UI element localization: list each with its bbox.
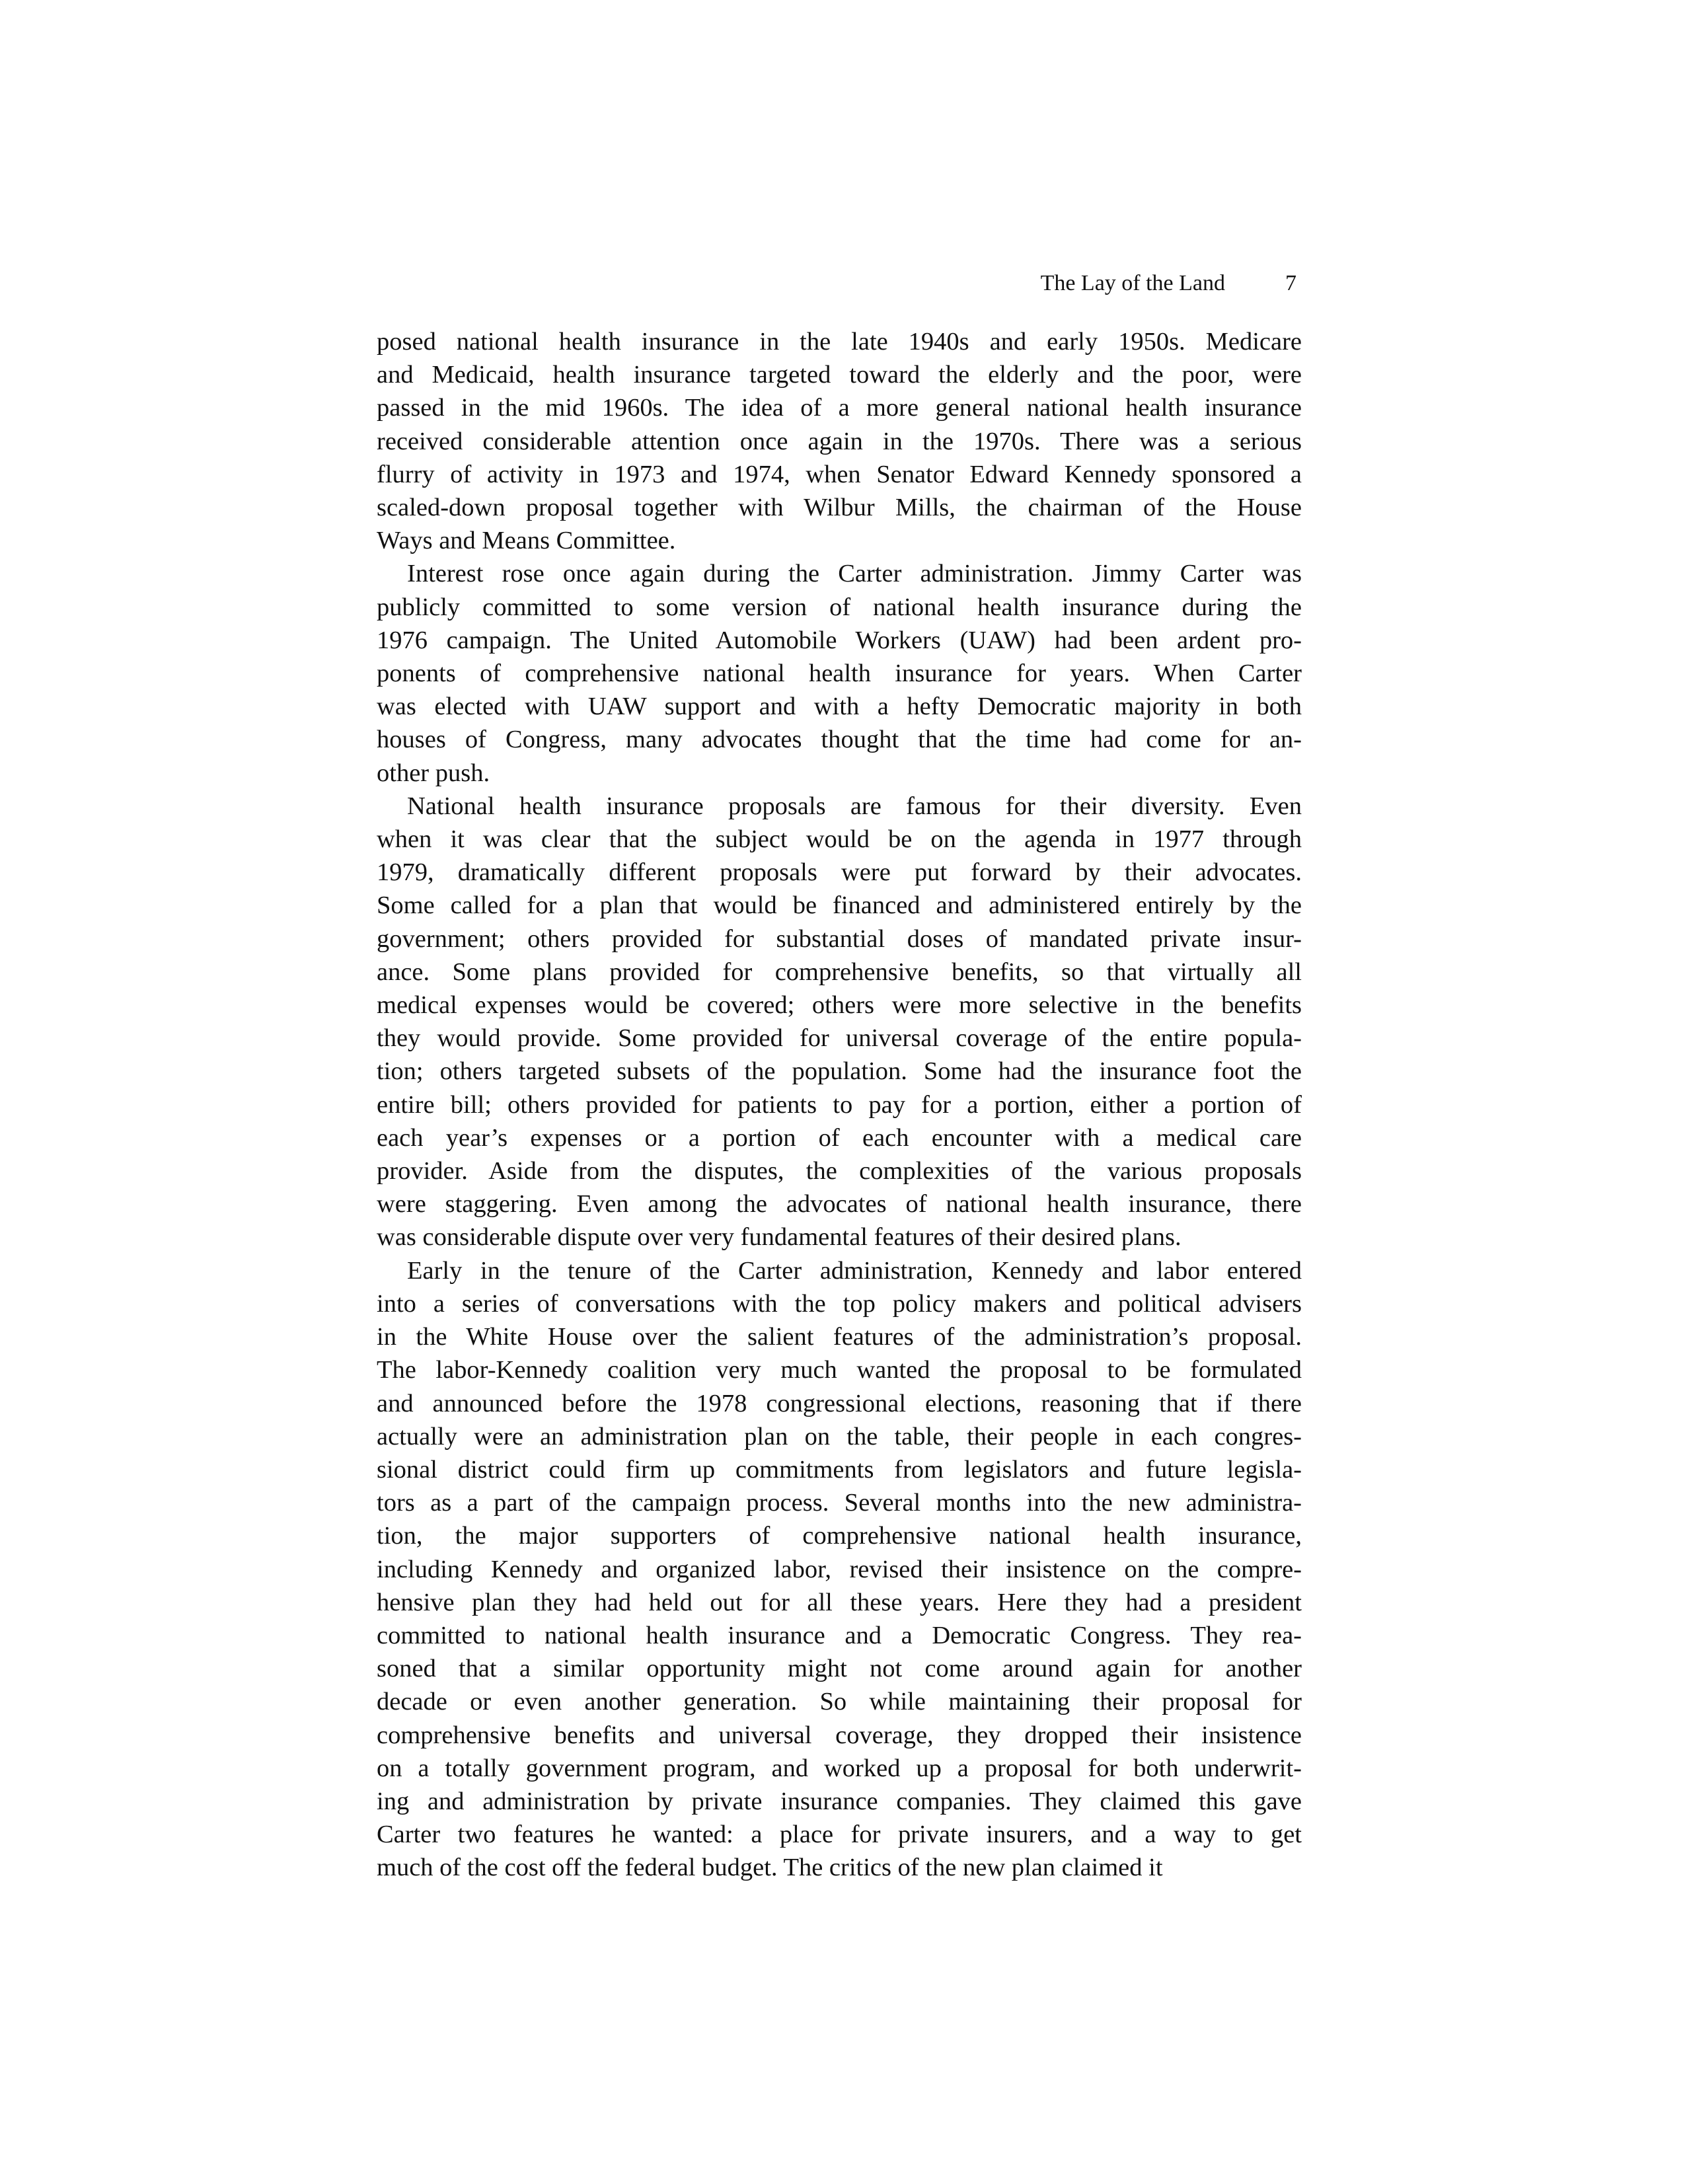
text-line: on a totally government program, and worked up a proposal for both underwrit- <box>377 1754 1302 1782</box>
text-line: much of the cost off the federal budget. The critics of the new plan claimed it <box>377 1854 1163 1882</box>
text-line: Carter two features he wanted: a place for private insurers, and a way to get <box>377 1821 1302 1849</box>
text-line: received considerable attention once again in the 1970s. There was a serious <box>377 427 1302 455</box>
text-line: when it was clear that the subject would be on the agenda in 1977 through <box>377 825 1302 854</box>
text-line: publicly committed to some version of national health insurance during the <box>377 593 1302 621</box>
text-line: government; others provided for substantial doses of mandated private insur- <box>377 924 1302 953</box>
text-line: was considerable dispute over very fundamental features of their desired plans. <box>377 1223 1182 1252</box>
text-line: and Medicaid, health insurance targeted toward the elderly and the poor, were <box>377 361 1302 389</box>
running-head <box>377 267 1302 300</box>
text-line: into a series of conversations with the top policy makers and political advisers <box>377 1289 1302 1318</box>
text-line: Ways and Means Committee. <box>377 527 676 555</box>
page-number: 7 <box>1285 271 1296 295</box>
text-line: flurry of activity in 1973 and 1974, when Senator Edward Kennedy sponsored a <box>377 460 1302 488</box>
text-line: Early in the tenure of the Carter administration, Kennedy and labor entered <box>407 1256 1302 1285</box>
text-line: passed in the mid 1960s. The idea of a more general national health insurance <box>377 394 1302 422</box>
text-line: ing and administration by private insurance companies. They claimed this gave <box>377 1787 1302 1815</box>
text-line: including Kennedy and organized labor, revised their insistence on the compre- <box>377 1555 1302 1583</box>
text-line: scaled-down proposal together with Wilbur Mills, the chairman of the House <box>377 494 1302 522</box>
text-line: 1979, dramatically different proposals were put forward by their advocates. <box>377 858 1302 887</box>
text-line: National health insurance proposals are famous for their diversity. Even <box>407 792 1302 820</box>
text-line: other push. <box>377 759 490 787</box>
text-line: tion, the major supporters of comprehensive national health insurance, <box>377 1522 1302 1550</box>
text-line: in the White House over the salient features of the administration’s proposal. <box>377 1323 1302 1351</box>
text-line: comprehensive benefits and universal coverage, they dropped their insistence <box>377 1721 1302 1749</box>
text-line: entire bill; others provided for patients to pay for a portion, either a portion of <box>377 1090 1302 1119</box>
text-line: were staggering. Even among the advocates of national health insurance, there <box>377 1190 1302 1219</box>
text-line: sional district could firm up commitments from legislators and future legisla- <box>377 1455 1302 1484</box>
text-line: Interest rose once again during the Carter administration. Jimmy Carter was <box>407 560 1302 588</box>
text-line: posed national health insurance in the late 1940s and early 1950s. Medicare <box>377 328 1302 356</box>
text-line: houses of Congress, many advocates thought that the time had come for an- <box>377 726 1302 754</box>
text-line: each year’s expenses or a portion of each encounter with a medical care <box>377 1123 1302 1152</box>
text-line: and announced before the 1978 congressional elections, reasoning that if there <box>377 1389 1302 1417</box>
text-line: Some called for a plan that would be financed and administered entirely by the <box>377 891 1302 920</box>
text-line: hensive plan they had held out for all these years. Here they had a president <box>377 1588 1302 1616</box>
text-line: The labor-Kennedy coalition very much wanted the proposal to be formulated <box>377 1356 1302 1384</box>
text-line: tion; others targeted subsets of the population. Some had the insurance foot the <box>377 1057 1302 1086</box>
text-line: provider. Aside from the disputes, the complexities of the various proposals <box>377 1157 1302 1186</box>
text-line: soned that a similar opportunity might not come around again for another <box>377 1655 1302 1683</box>
text-line: they would provide. Some provided for universal coverage of the entire popula- <box>377 1024 1302 1053</box>
text-line: actually were an administration plan on the table, their people in each congres- <box>377 1422 1302 1450</box>
text-line: 1976 campaign. The United Automobile Workers (UAW) had been ardent pro- <box>377 626 1302 654</box>
text-line: ance. Some plans provided for comprehensive benefits, so that virtually all <box>377 958 1302 986</box>
text-line: committed to national health insurance and a Democratic Congress. They rea- <box>377 1621 1302 1649</box>
running-title: The Lay of the Land <box>1040 271 1225 295</box>
text-line: decade or even another generation. So while maintaining their proposal for <box>377 1688 1302 1716</box>
text-line: medical expenses would be covered; others were more selective in the benefits <box>377 991 1302 1020</box>
body-text <box>377 325 1302 1885</box>
text-line: tors as a part of the campaign process. Several months into the new administra- <box>377 1489 1302 1517</box>
text-line: ponents of comprehensive national health insurance for years. When Carter <box>377 659 1302 688</box>
text-line: was elected with UAW support and with a hefty Democratic majority in both <box>377 693 1302 721</box>
